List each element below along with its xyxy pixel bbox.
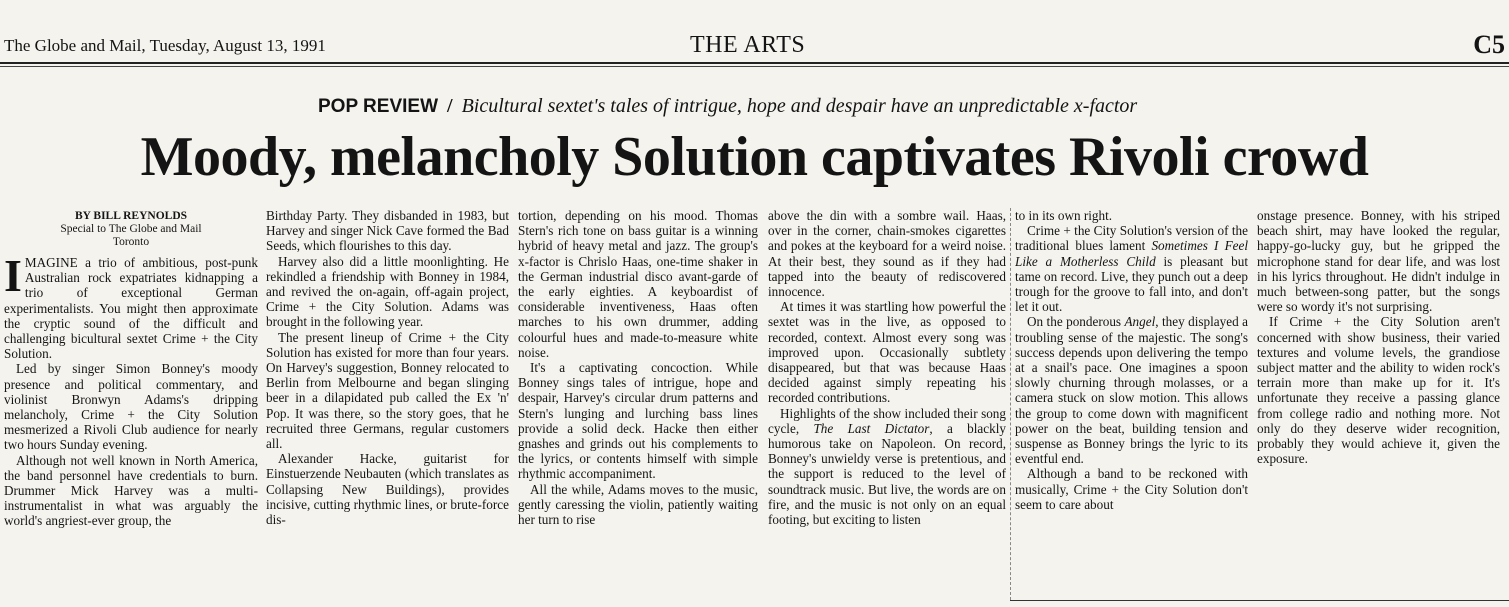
paragraph: It's a captivating concoction. While Bonney sings tales of intrigue, hope and despair, Harvey's circular drum patterns and Stern's lunging and lurching bass lines provide a solid deck. Hacke then either gnashes and grinds out his complements to the lyrics, or contents himself with simple rhythmic accompaniment. [518, 360, 758, 482]
page-number: C5 [1473, 30, 1505, 59]
section-title: THE ARTS [690, 32, 806, 58]
paragraph: Harvey also did a little moonlighting. He rekindled a friendship with Bonney in 1984, and revived the on-again, off-again project, Crime + the City Solution. Adams was brought in the following year. [266, 253, 509, 330]
paragraph: At times it was startling how powerful the sextet was in the live, as opposed to recorded, context. Almost every song was improved upon. Occasionally subtlety disappeared, but that was because Haas decided against simply repeating his recorded contributions. [768, 299, 1006, 406]
column-3 [518, 208, 758, 600]
kicker-separator: / [447, 95, 453, 117]
column-6 [1257, 208, 1500, 600]
paragraph: Highlights of the show included their song cycle, The Last Dictator, a blackly humorous take on Napoleon. On record, Bonney's unwieldy verse is pretentious, and the support is reduced to the level of soundtrack music. But live, the words are on fire, and the music is not only on an equal footing, but exciting to listen [768, 405, 1006, 528]
paragraph: Birthday Party. They disbanded in 1983, but Harvey and singer Nick Cave formed the Bad Seeds, which flourishes to this day. [266, 208, 509, 254]
headline: Moody, melancholy Solution captivates Rivoli crowd [140, 126, 1369, 188]
article-body [0, 208, 1509, 600]
kicker-label: POP REVIEW [318, 96, 439, 117]
paragraph: The present lineup of Crime + the City Solution has existed for more than four years. On Harvey's suggestion, Bonney relocated to Berlin from Melbourne and began slinging beer in a dilapidated pub called the Ex 'n' Pop. It was there, so the story goes, that he recruited three Germans, regular customers all. [266, 329, 509, 452]
byline [4, 210, 258, 249]
byline-location: Toronto [112, 236, 150, 248]
drop-cap: I [4, 250, 22, 301]
paragraph: Although not well known in North America, the band personnel have credentials to burn. Drummer Mick Harvey was a multi-instrumentalist in what was arguably the world's angriest-ever group, the [4, 452, 258, 529]
byline-author: BY BILL REYNOLDS [74, 210, 188, 222]
paragraph: onstage presence. Bonney, with his striped beach shirt, may have looked the regular, happy-go-lucky guy, but he gripped the microphone stand for dear life, and was lost in his lyrics throughout. He didn't indulge in much between-song patter, but the songs were so wordy it's not surprising. [1257, 208, 1500, 315]
kicker [318, 95, 1218, 118]
paragraph: Although a band to be reckoned with musically, Crime + the City Solution don't seem to care about [1015, 466, 1248, 512]
masthead-rule [0, 62, 1509, 64]
paragraph: Alexander Hacke, guitarist for Einstuerzende Neubauten (which translates as Collapsing New Buildings), provides incisive, cutting rhythmic lines, or brute-force dis- [266, 451, 509, 528]
paragraph: All the while, Adams moves to the music, gently caressing the violin, patiently waiting her turn to rise [518, 481, 758, 528]
masthead-rule-thin [0, 66, 1509, 67]
kicker-deck: Bicultural sextet's tales of intrigue, hope and despair have an unpredictable x-factor [461, 95, 1138, 117]
paragraph: Crime + the City Solution's version of the traditional blues lament Sometimes I Feel Like a Motherless Child is pleasant but tame on record. Live, they punch out a deep trough for the groove to fall into, and don't let it out. [1015, 223, 1248, 315]
column-5 [1015, 208, 1248, 600]
paragraph: tortion, depending on his mood. Thomas Stern's rich tone on bass guitar is a winning hybrid of heavy metal and jazz. The group's x-factor is Chrislo Haas, one-time shaker in the German industrial disco avant-garde of the early eighties. A keyboardist of considerable inventiveness, Haas often marches to his own drummer, adding colourful hues and made-to-measure white noise. [518, 208, 758, 360]
column-divider [1010, 208, 1011, 600]
paragraph: to in its own right. [1015, 208, 1113, 223]
paragraph: If Crime + the City Solution aren't concerned with show business, their varied textures and volume levels, the grandiose subject matter and the ability to widen rock's terrain more than make up for it. It's unfortunate they receive a passing glance from college radio and nothing more. Not only do they deserve wider recognition, probably they would achieve it, given the exposure. [1257, 314, 1500, 467]
bottom-rule [1010, 600, 1509, 601]
paragraph: IMAGINE a trio of ambitious, post-punk Australian rock expatriates kidnapping a trio of exceptional German experimentalists. You might then approximate the cryptic sound of the difficult and challenging bicultural sextet Crime + the City Solution. [4, 250, 258, 362]
column-1 [4, 208, 258, 600]
paragraph: Led by singer Simon Bonney's moody presence and political commentary, and violinist Bronwyn Adams's dripping melancholy, Crime + the City Solution mesmerized a Rivoli Club audience for nearly two hours Sunday evening. [4, 361, 258, 453]
column-2 [266, 208, 509, 600]
byline-affiliation: Special to The Globe and Mail [60, 223, 202, 235]
masthead [0, 28, 1509, 62]
masthead-publication-date: The Globe and Mail, Tuesday, August 13, 1991 [4, 36, 326, 55]
column-4 [768, 208, 1006, 600]
paragraph: On the ponderous Angel, they displayed a troubling sense of the majestic. The song's success depends upon delivering the tempo at a snail's pace. One imagines a spoon slowly churning through molasses, or a camera stuck on slow motion. This allows the group to come down with magnificent power on the beat, building tension and suspense as Bonney brings the lyric to its eventful end. [1015, 314, 1248, 467]
paragraph: above the din with a sombre wail. Haas, over in the corner, chain-smokes cigarettes and pokes at the keyboard for a weird noise. At their best, they sound as if they had tapped into the beauty of rediscovered innocence. [768, 208, 1006, 300]
